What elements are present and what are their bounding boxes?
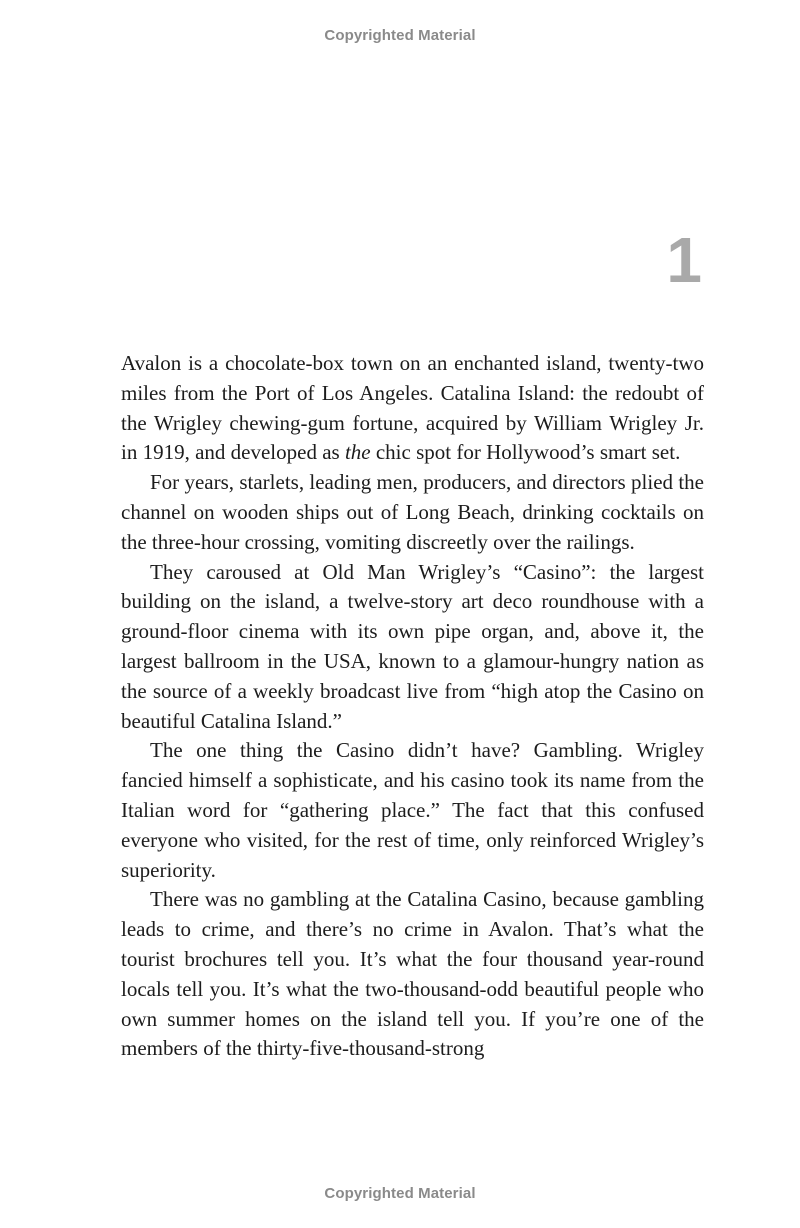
paragraph-1-italic-word: the xyxy=(344,440,371,465)
paragraph-2: For years, starlets, leading men, producers, and directors plied the channel on wooden ships out of Long Beach, drinking cocktails on the three-hour crossing, vomiting discreetly over the railings. xyxy=(121,470,704,554)
paragraph-1-text-end: chic spot for Hollywood’s smart set. xyxy=(370,440,681,465)
paragraph-5: There was no gambling at the Catalina Casino, because gambling leads to crime, and there’s no crime in Avalon. That’s what the tourist brochures tell you. It’s what the four thousand year-round locals tell you. It’s what the two-thousand-odd beautiful people who own summer homes on the island tell you. If you’re one of the members of the thirty-five-thousand-strong xyxy=(121,887,704,1061)
paragraph-1 xyxy=(121,349,704,468)
chapter-body-text xyxy=(121,349,704,1064)
paragraph-4: The one thing the Casino didn’t have? Gambling. Wrigley fancied himself a sophisticate, and his casino took its name from the Italian word for “gathering place.” The fact that this confused everyone who visited, for the rest of time, only reinforced Wrigley’s superiority. xyxy=(121,738,704,882)
paragraph-1-text-start: Avalon is a chocolate-box town on an enchanted island, twenty-two miles from the Port of Los Angeles. Catalina Island: the redoubt of the Wrigley chewing-gum fortune, acquired by William Wrigley Jr. in 1919, and developed as xyxy=(121,351,704,465)
copyright-watermark-bottom: Copyrighted Material xyxy=(324,1185,476,1202)
paragraph-3: They caroused at Old Man Wrigley’s “Casino”: the largest building on the island, a twelve-story art deco roundhouse with a ground-floor cinema with its own pipe organ, and, above it, the largest ballroom in the USA, known to a glamour-hungry nation as the source of a weekly broadcast live from “high atop the Casino on beautiful Catalina Island.” xyxy=(121,559,704,733)
chapter-number: 1 xyxy=(666,224,702,296)
copyright-watermark-top: Copyrighted Material xyxy=(324,27,476,44)
